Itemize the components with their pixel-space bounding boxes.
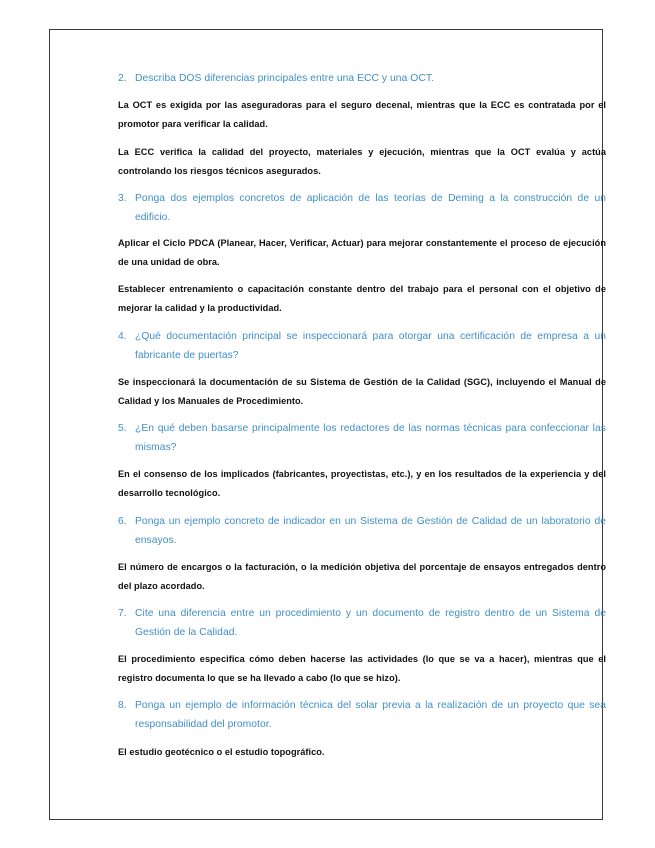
answer-paragraph: Se inspeccionará la documentación de su Sistema de Gestión de la Calidad (SGC), incluyendo el Manual de Calidad y los Manuales de Procedimiento. — [118, 377, 606, 406]
question-text: ¿En qué deben basarse principalmente los redactores de las normas técnicas para confeccionar las mismas? — [135, 423, 606, 453]
question-number: 3. — [118, 193, 127, 204]
question-text: Cite una diferencia entre un procedimiento y un documento de registro dentro de un Sistema de Gestión de la Calidad. — [135, 608, 606, 638]
answer-paragraph: El procedimiento especifica cómo deben hacerse las actividades (lo que se va a hacer), mientras que el registro documenta lo que se ha llevado a cabo (lo que se hizo). — [118, 654, 606, 683]
question-number: 7. — [118, 608, 127, 619]
answer-paragraph: Aplicar el Ciclo PDCA (Planear, Hacer, Verificar, Actuar) para mejorar constantemente el proceso de ejecución de una unidad de obra. — [118, 238, 606, 267]
question-number: 8. — [118, 700, 127, 711]
question-text: Ponga un ejemplo de información técnica del solar previa a la realización de un proyecto que sea responsabilidad del promotor. — [135, 700, 606, 730]
question-4 — [118, 327, 606, 365]
question-number: 5. — [118, 423, 127, 434]
question-text: Describa DOS diferencias principales entre una ECC y una OCT. — [135, 73, 434, 84]
answer-paragraph: El estudio geotécnico o el estudio topográfico. — [118, 747, 325, 757]
question-text: Ponga un ejemplo concreto de indicador en un Sistema de Gestión de Calidad de un laboratorio de ensayos. — [135, 516, 606, 546]
answer-paragraph: El número de encargos o la facturación, o la medición objetiva del porcentaje de ensayos entregados dentro del plazo acordado. — [118, 562, 606, 591]
answer-paragraph: La OCT es exigida por las aseguradoras para el seguro decenal, mientras que la ECC es contratada por el promotor para verificar la calidad. — [118, 100, 606, 129]
question-text: ¿Qué documentación principal se inspeccionará para otorgar una certificación de empresa a un fabricante de puertas? — [135, 331, 606, 361]
document-page — [49, 29, 606, 820]
question-number: 2. — [118, 73, 127, 84]
question-8 — [118, 696, 606, 734]
question-6 — [118, 512, 606, 550]
answer-paragraph: En el consenso de los implicados (fabricantes, proyectistas, etc.), y en los resultados de la experiencia y del desarrollo tecnológico. — [118, 469, 606, 498]
question-7 — [118, 604, 606, 642]
answer-paragraph: Establecer entrenamiento o capacitación constante dentro del trabajo para el personal con el objetivo de mejorar la calidad y la productividad. — [118, 284, 606, 313]
question-text: Ponga dos ejemplos concretos de aplicación de las teorías de Deming a la construcción de un edificio. — [135, 193, 606, 223]
question-3 — [118, 189, 606, 227]
question-number: 4. — [118, 331, 127, 342]
question-2 — [118, 69, 606, 88]
answer-paragraph: La ECC verifica la calidad del proyecto, materiales y ejecución, mientras que la OCT evalúa y actúa controlando los riesgos técnicos asegurados. — [118, 147, 606, 176]
question-number: 6. — [118, 516, 127, 527]
question-5 — [118, 419, 606, 457]
